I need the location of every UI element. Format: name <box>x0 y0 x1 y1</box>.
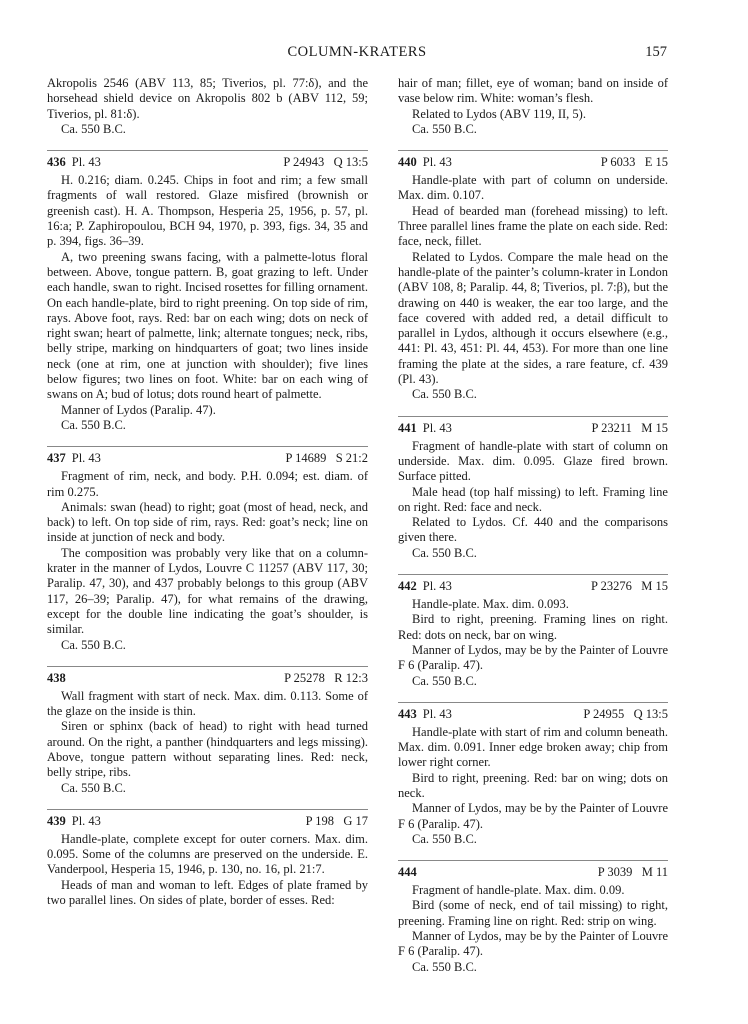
plate-reference: Pl. 43 <box>422 579 452 594</box>
entry-paragraph: Male head (top half missing) to left. Framing line on right. Red: face and neck. <box>398 484 668 514</box>
inventory-number: P 25278 R 12:3 <box>284 670 368 685</box>
entry-heading <box>47 809 368 826</box>
entry-paragraph: Animals: swan (head) to right; goat (most of head, neck, and back) to left. On top side of rim, rays. Red: goat’s neck; line on inside at junction of neck and body. <box>47 499 368 545</box>
inventory-number: P 23276 M 15 <box>591 579 668 594</box>
page-header <box>47 44 667 64</box>
entry-heading <box>47 666 368 683</box>
date-line: Ca. 550 B.C. <box>412 545 477 560</box>
date-line: Ca. 550 B.C. <box>412 387 477 402</box>
inventory-number: P 24943 Q 13:5 <box>283 155 368 170</box>
entry-paragraph: Bird to right, preening. Red: bar on wing; dots on neck. <box>398 770 668 800</box>
entry-paragraph: H. 0.216; diam. 0.245. Chips in foot and rim; a few small fragments of wall restored. Glaze misfired (brownish or greenish cast). H. A. Thompson, Hesperia 25, 1956, p. 57, pl. 16:a; P. Zaphiropoulou, BCH 94, 1970, p. 393, figs. 34, 35 and p. 394, figs. 36–39. <box>47 173 368 249</box>
inventory-number: P 23211 M 15 <box>591 420 668 435</box>
inventory-number: P 14689 S 21:2 <box>285 451 368 466</box>
entry-number: 436 <box>47 155 66 170</box>
entry-heading <box>398 416 668 433</box>
attribution-line: Related to Lydos (ABV 119, II, 5). <box>412 106 586 121</box>
catalogue-entry <box>47 150 368 433</box>
entry-number: 437 <box>47 451 66 466</box>
entry-paragraph: Manner of Lydos, may be by the Painter of Louvre F 6 (Paralip. 47). <box>398 801 668 831</box>
entry-paragraph: Siren or sphinx (back of head) to right with head turned around. On the right, a panther (hindquarters and legs missing). Above, tongue pattern without separating lines. Red: neck, belly stripe, ribs. <box>47 719 368 780</box>
entry-paragraph: Fragment of handle-plate. Max. dim. 0.09. <box>412 883 625 898</box>
catalogue-entry <box>47 446 368 653</box>
page-number: 157 <box>645 44 667 60</box>
date-line: Ca. 550 B.C. <box>61 121 126 136</box>
entry-paragraph: Handle-plate with start of rim and column beneath. Max. dim. 0.091. Inner edge broken away; chip from lower right corner. <box>398 724 668 770</box>
entry-heading <box>398 702 668 719</box>
inventory-number: P 198 G 17 <box>305 813 368 828</box>
plate-reference: Pl. 43 <box>422 155 452 170</box>
entry-number: 442 <box>398 579 417 594</box>
date-line: Ca. 550 B.C. <box>412 831 477 846</box>
entry-paragraph: Bird (some of neck, end of tail missing) to right, preening. Framing line on right. Red: strip on wing. <box>398 898 668 928</box>
plate-reference: Pl. 43 <box>422 706 452 721</box>
entry-paragraph: Handle-plate. Max. dim. 0.093. <box>412 597 569 612</box>
entry-number: 438 <box>47 670 66 685</box>
entry-paragraph: Handle-plate with part of column on underside. Max. dim. 0.107. <box>398 173 668 203</box>
entry-number: 441 <box>398 420 417 435</box>
date-line: Ca. 550 B.C. <box>61 417 126 432</box>
entry-paragraph: Wall fragment with start of neck. Max. dim. 0.113. Some of the glaze on the inside is thin. <box>47 688 368 719</box>
entry-heading <box>398 860 668 880</box>
carry-over-paragraph: hair of man; fillet, eye of woman; band on inside of vase below rim. White: woman’s flesh. <box>398 76 668 106</box>
date-line: Ca. 550 B.C. <box>61 637 126 652</box>
entry-number: 444 <box>398 865 417 880</box>
entry-paragraph: Manner of Lydos, may be by the Painter of Louvre F 6 (Paralip. 47). <box>398 929 668 959</box>
catalogue-entry <box>398 150 668 402</box>
catalogue-entry <box>47 809 368 908</box>
entry-heading <box>398 150 668 170</box>
catalogue-entry <box>398 416 668 561</box>
entry-paragraph: Related to Lydos. Compare the male head on the handle-plate of the painter’s column-krater in London (ABV 108, 8; Paralip. 44, 8; Tiverios, pl. 7:β), but the drawing on 440 is weaker, the ear too large, and the face covered with added red, a detail difficult to parallel in Lydos, although it occurs elsewhere (e.g., 441: Pl. 43, 451: Pl. 44, 453). For more than one line framing the plate at the sides, a rare feature, cf. 439 (Pl. 43). <box>398 249 668 387</box>
entry-paragraph: Fragment of rim, neck, and body. P.H. 0.094; est. diam. of rim 0.275. <box>47 469 368 499</box>
catalogue-entry <box>398 860 668 975</box>
entry-heading <box>398 574 668 594</box>
entry-heading <box>47 150 368 170</box>
entry-number: 439 <box>47 813 66 828</box>
plate-reference: Pl. 43 <box>422 420 452 435</box>
date-line: Ca. 550 B.C. <box>412 959 477 974</box>
entry-paragraph: Heads of man and woman to left. Edges of plate framed by two parallel lines. On sides of plate, border of esses. Red: <box>47 877 368 908</box>
carry-over-paragraph: Akropolis 2546 (ABV 113, 85; Tiverios, pl. 77:δ), and the horsehead shield device on Akropolis 802 b (ABV 112, 59; Tiverios, pl. 81:δ). <box>47 76 368 121</box>
entry-heading <box>47 446 368 466</box>
entry-paragraph: Fragment of handle-plate with start of column on underside. Max. dim. 0.095. Glaze fired brown. Surface pitted. <box>398 438 668 484</box>
inventory-number: P 6033 E 15 <box>600 155 668 170</box>
entry-paragraph: Head of bearded man (forehead missing) to left. Three parallel lines frame the plate on each side. Red: face, neck, fillet. <box>398 203 668 249</box>
plate-reference: Pl. 43 <box>71 155 101 170</box>
right-column <box>398 76 668 975</box>
entry-number: 443 <box>398 706 417 721</box>
entry-paragraph: Manner of Lydos (Paralip. 47). <box>61 402 216 417</box>
catalogue-entry <box>398 702 668 847</box>
running-title: COLUMN-KRATERS <box>287 44 427 60</box>
entry-paragraph: Handle-plate, complete except for outer corners. Max. dim. 0.095. Some of the columns are preserved on the underside. E. Vanderpool, Hesperia 15, 1946, p. 130, no. 16, pl. 21:7. <box>47 831 368 877</box>
catalogue-entry <box>398 574 668 689</box>
inventory-number: P 24955 Q 13:5 <box>583 706 668 721</box>
date-line: Ca. 550 B.C. <box>412 673 477 688</box>
plate-reference: Pl. 43 <box>71 813 101 828</box>
date-line: Ca. 550 B.C. <box>412 121 477 136</box>
date-line: Ca. 550 B.C. <box>61 780 126 795</box>
inventory-number: P 3039 M 11 <box>597 865 668 880</box>
entry-number: 440 <box>398 155 417 170</box>
entry-paragraph: Bird to right, preening. Framing lines on right. Red: dots on neck, bar on wing. <box>398 612 668 642</box>
plate-reference: Pl. 43 <box>71 451 101 466</box>
entry-paragraph: A, two preening swans facing, with a palmette-lotus floral between. Above, tongue pattern. B, goat grazing to left. Under each handle, swan to right. Incised rosettes for filling ornament. On each handle-plate, bird to right preening. On top side of rim, rays. Above foot, rays. Red: bar on each wing; dots on neck of right swan; heart of palmette, link; alternate tongues; neck, ribs, belly stripe, marking on hindquarters of goat; two lines inside neck (one at rim, one at junction with shoulder); five lines below figures; two lines on foot. White: bar on each wing of swans on A; bud of lotus; dots round heart of palmette. <box>47 249 368 402</box>
left-column <box>47 76 368 908</box>
entry-paragraph: The composition was probably very like that on a column-krater in the manner of Lydos, Louvre C 11257 (ABV 117, 30; Paralip. 47, 30), and 437 probably belongs to this group (ABV 117, 26–39; Paralip. 47), for what remains of the drawing, except for the double line indicating the goat’s shoulder, is similar. <box>47 545 368 637</box>
entry-paragraph: Manner of Lydos, may be by the Painter of Louvre F 6 (Paralip. 47). <box>398 642 668 673</box>
catalogue-entry <box>47 666 368 796</box>
entry-paragraph: Related to Lydos. Cf. 440 and the comparisons given there. <box>398 515 668 545</box>
